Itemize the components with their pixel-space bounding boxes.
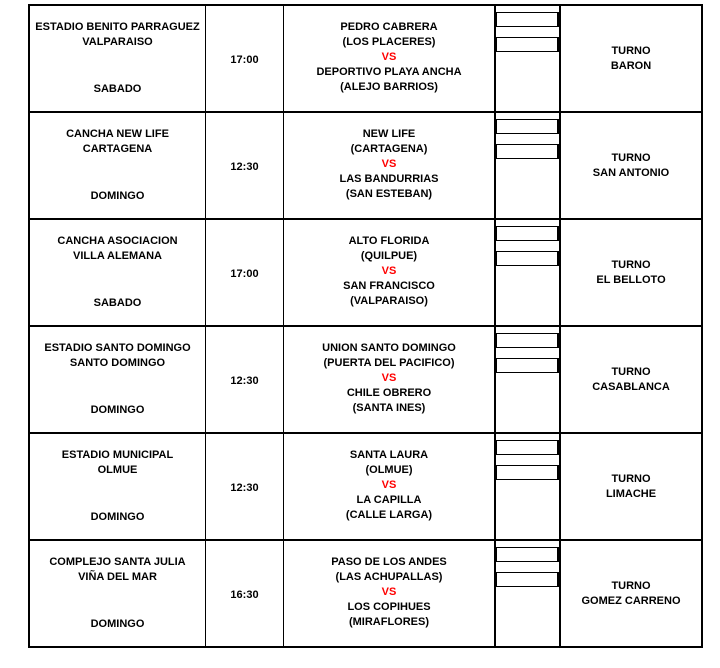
- away-club: (CALLE LARGA): [345, 509, 433, 521]
- turno-cell: [559, 220, 701, 325]
- venue-name: ESTADIO SANTO DOMINGO: [44, 342, 191, 354]
- venue-city: VALPARAISO: [82, 36, 153, 48]
- match-cell: [284, 113, 496, 218]
- away-team: LA CAPILLA: [356, 494, 422, 506]
- home-team: PEDRO CABRERA: [340, 21, 438, 33]
- venue-cell: [30, 541, 206, 646]
- match-day: SABADO: [93, 83, 142, 95]
- venue-city: OLMUE: [97, 464, 138, 476]
- venue-name: CANCHA NEW LIFE: [66, 128, 169, 140]
- turno-team: SAN ANTONIO: [592, 166, 670, 179]
- match-day: DOMINGO: [90, 511, 145, 523]
- turno-cell: [559, 113, 701, 218]
- venue-name: ESTADIO BENITO PARRAGUEZ: [35, 21, 200, 33]
- versus-label: VS: [381, 479, 397, 491]
- turno-team: CASABLANCA: [592, 380, 670, 393]
- away-score-box[interactable]: [496, 358, 559, 373]
- away-score-box[interactable]: [496, 251, 559, 266]
- match-cell: [284, 541, 496, 646]
- home-club: (LAS ACHUPALLAS): [335, 571, 443, 583]
- match-cell: [284, 434, 496, 539]
- turno-team: LIMACHE: [605, 487, 657, 500]
- versus-label: VS: [381, 265, 397, 277]
- home-team: PASO DE LOS ANDES: [331, 556, 447, 568]
- home-club: (CARTAGENA): [350, 143, 428, 155]
- turno-cell: [559, 541, 701, 646]
- home-team: ALTO FLORIDA: [348, 235, 430, 247]
- home-club: (LOS PLACERES): [342, 36, 436, 48]
- fixture-row: [28, 541, 703, 648]
- fixture-row: [28, 434, 703, 541]
- venue-cell: [30, 113, 206, 218]
- turno-team: EL BELLOTO: [596, 273, 666, 286]
- home-team: UNION SANTO DOMINGO: [322, 342, 456, 354]
- venue-cell: [30, 327, 206, 432]
- fixture-row: [28, 4, 703, 113]
- away-score-box[interactable]: [496, 465, 559, 480]
- away-team: SAN FRANCISCO: [343, 280, 435, 292]
- kickoff-time: 16:30: [206, 541, 284, 646]
- turno-cell: [559, 434, 701, 539]
- home-club: (OLMUE): [365, 464, 413, 476]
- turno-label: TURNO: [611, 258, 651, 271]
- kickoff-time: 17:00: [206, 6, 284, 111]
- match-day: DOMINGO: [90, 404, 145, 416]
- venue-cell: [30, 6, 206, 111]
- versus-label: VS: [381, 51, 397, 63]
- venue-name: CANCHA ASOCIACION: [57, 235, 178, 247]
- home-team: SANTA LAURA: [349, 449, 429, 461]
- kickoff-time: 17:00: [206, 220, 284, 325]
- match-day: DOMINGO: [90, 618, 145, 630]
- turno-label: TURNO: [611, 472, 651, 485]
- turno-cell: [559, 327, 701, 432]
- away-club: (SAN ESTEBAN): [345, 188, 433, 200]
- home-score-box[interactable]: [496, 226, 559, 241]
- away-score-box[interactable]: [496, 144, 559, 159]
- away-team: CHILE OBRERO: [346, 387, 432, 399]
- fixture-table: [28, 4, 701, 650]
- fixture-row: [28, 327, 703, 434]
- kickoff-time: 12:30: [206, 327, 284, 432]
- venue-name: ESTADIO MUNICIPAL: [61, 449, 174, 461]
- fixture-row: [28, 220, 703, 327]
- kickoff-time: 12:30: [206, 113, 284, 218]
- home-team: NEW LIFE: [362, 128, 416, 140]
- turno-cell: [559, 6, 701, 111]
- home-score-box[interactable]: [496, 119, 559, 134]
- home-club: (PUERTA DEL PACIFICO): [323, 357, 455, 369]
- versus-label: VS: [381, 158, 397, 170]
- versus-label: VS: [381, 586, 397, 598]
- turno-label: TURNO: [611, 44, 651, 57]
- away-team: LAS BANDURRIAS: [339, 173, 439, 185]
- match-day: SABADO: [93, 297, 142, 309]
- match-cell: [284, 6, 496, 111]
- turno-label: TURNO: [611, 579, 651, 592]
- home-score-box[interactable]: [496, 440, 559, 455]
- match-day: DOMINGO: [90, 190, 145, 202]
- venue-city: VILLA ALEMANA: [72, 250, 162, 262]
- turno-label: TURNO: [611, 151, 651, 164]
- kickoff-time: 12:30: [206, 434, 284, 539]
- away-club: (MIRAFLORES): [348, 616, 430, 628]
- away-score-box[interactable]: [496, 572, 559, 587]
- venue-cell: [30, 434, 206, 539]
- away-club: (SANTA INES): [352, 402, 426, 414]
- home-score-box[interactable]: [496, 547, 559, 562]
- turno-team: GOMEZ CARRENO: [581, 594, 681, 607]
- venue-city: SANTO DOMINGO: [69, 357, 166, 369]
- match-cell: [284, 220, 496, 325]
- home-score-box[interactable]: [496, 333, 559, 348]
- match-cell: [284, 327, 496, 432]
- away-club: (ALEJO BARRIOS): [340, 81, 438, 93]
- away-club: (VALPARAISO): [350, 295, 428, 307]
- turno-label: TURNO: [611, 365, 651, 378]
- home-score-box[interactable]: [496, 12, 559, 27]
- home-club: (QUILPUE): [360, 250, 418, 262]
- away-team: DEPORTIVO PLAYA ANCHA: [316, 66, 462, 78]
- venue-name: COMPLEJO SANTA JULIA: [49, 556, 186, 568]
- versus-label: VS: [381, 372, 397, 384]
- turno-team: BARON: [610, 59, 652, 72]
- venue-city: VIÑA DEL MAR: [78, 571, 157, 583]
- venue-city: CARTAGENA: [82, 143, 153, 155]
- away-team: LOS COPIHUES: [347, 601, 431, 613]
- fixture-row: [28, 113, 703, 220]
- away-score-box[interactable]: [496, 37, 559, 52]
- venue-cell: [30, 220, 206, 325]
